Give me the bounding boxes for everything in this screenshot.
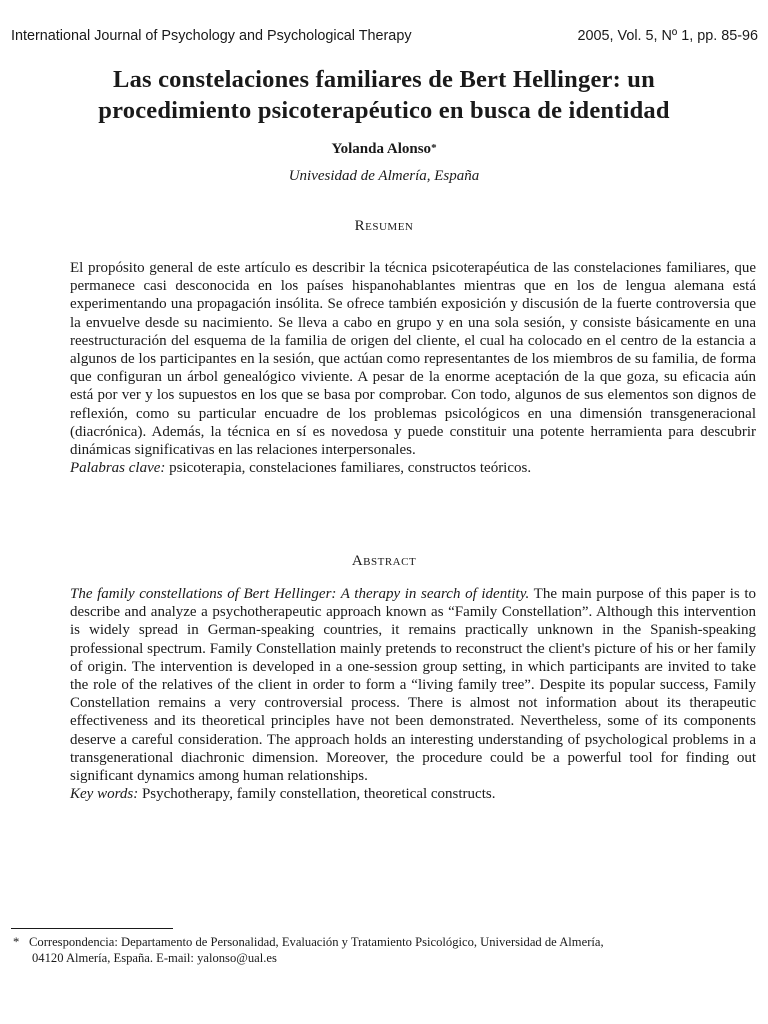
title-line-2: procedimiento psicoterapéutico en busca de identidad [98, 97, 670, 124]
author-affiliation: Univesidad de Almería, España [288, 168, 480, 184]
abstract-paragraph [70, 585, 756, 785]
correspondence-footnote [13, 934, 743, 966]
resumen-keywords-label: Palabras clave: [70, 460, 166, 477]
footnote-rule [11, 928, 173, 929]
running-head [11, 27, 758, 45]
abstract-english-title: The family constellations of Bert Hellinger: A therapy in search of identity. [70, 586, 530, 602]
resumen-heading: Resumen [354, 218, 414, 234]
article-title [0, 64, 768, 126]
abstract-keywords-list: Psychotherapy, family constellation, theoretical constructs. [141, 786, 496, 803]
author-footnote-mark: * [431, 142, 437, 154]
abstract-heading: Abstract [351, 553, 417, 569]
resumen-keywords-list: psicoterapia, constelaciones familiares, constructos teóricos. [169, 460, 532, 477]
abstract-text: The main purpose of this paper is to describe and analyze a psychotherapeutic approach known as “Family Constellation”. Although this intervention is widely spread in German-speaking countries, it remains practically unknown in the Spanish-speaking professional spectrum. Family Constellation mainly pretends to reconstruct the client's picture of his or her family of origin. The intervention is developed in a one-session group setting, in which participants are invited to take the role of the relatives of the client in order to form a “living family tree”. Despite its popular success, Family Constellation remains a very controversial process. There is almost not information about its therapeutic effectiveness and its theoretical principles have not been demonstrated. Nevertheless, some of its components deserve a careful consideration. The approach holds an interesting understanding of psychological problems in a transgenerational diachronic dimension. Moreover, the procedure could be a powerful tool for finding out significant dynamics among human relationships. [70, 586, 756, 785]
resumen-section [70, 259, 756, 477]
author [0, 139, 768, 158]
resumen-text: El propósito general de este artículo es describir la técnica psicoterapéutica de las constelaciones familiares, que permanece casi desconocida en los países hispanohablantes mientras que en los de lengua alemana está experimentando una propagación insólita. Se ofrece también exposición y discusión de la fuerte controversia que la envuelve desde su nacimiento. Se lleva a cabo en grupo y en una sola sesión, y consiste básicamente en una reestructuración del esquema de la familia de origen del cliente, el cual ha colocado en el centro de la estancia a algunos de los participantes en la sesión, que actúan como representantes de los miembros de su familia, de forma que configuran un árbol genealógico viviente. A pesar de la enorme aceptación de la que goza, su eficacia aún está por ver y los supuestos en los que se basa por comprobar. Con todo, algunos de sus elementos son dignos de reflexión, como su particular encuadre de los problemas psicológicos en una dimensión transgeneracional (diacrónica). Además, la técnica en sí es novedosa y puede constituir una potente herramienta para descubrir dinámicas significativas en las relaciones interpersonales. [70, 260, 756, 459]
abstract-keywords [70, 785, 756, 803]
abstract-section [70, 585, 756, 803]
journal-name: International Journal of Psychology and Psychological Therapy [11, 28, 412, 44]
footnote-line-2: 04120 Almería, España. E-mail: yalonso@ual.es [32, 951, 277, 965]
citation-info: 2005, Vol. 5, Nº 1, pp. 85-96 [577, 28, 758, 44]
footnote-line-1: Correspondencia: Departamento de Personalidad, Evaluación y Tratamiento Psicológico, Universidad de Almería, [29, 935, 604, 949]
abstract-keywords-label: Key words: [70, 786, 139, 803]
resumen-keywords [70, 459, 756, 477]
author-name: Yolanda Alonso [331, 141, 432, 157]
title-line-1: Las constelaciones familiares de Bert Hellinger: un [113, 66, 655, 93]
footnote-mark: * [13, 935, 20, 949]
